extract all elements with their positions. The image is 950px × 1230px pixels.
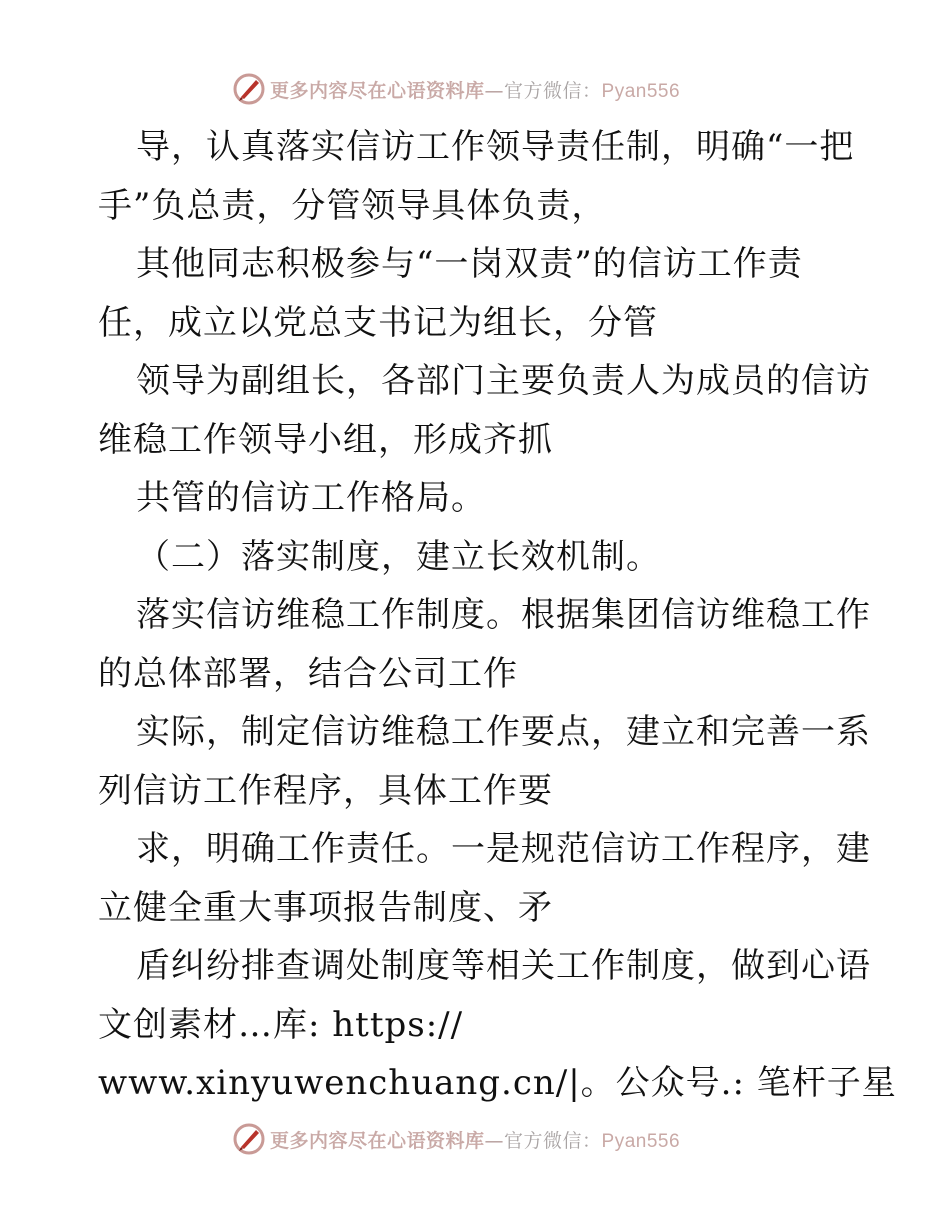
quill-pen-circle-icon: [232, 1122, 266, 1156]
watermark-id: Pyan556: [601, 1130, 681, 1152]
text-line: 手”负总责，分管领导具体负责，: [98, 185, 607, 226]
watermark-id: Pyan556: [601, 80, 681, 102]
text-line: 维稳工作领导小组，形成齐抓: [98, 419, 553, 460]
watermark-sub-text: 官方微信：: [504, 1129, 602, 1152]
section-heading: （二）落实制度，建立长效机制。: [136, 536, 661, 577]
text-line: 任，成立以党总支书记为组长，分管: [98, 302, 658, 343]
watermark-main-text: 更多内容尽在心语资料库: [270, 79, 485, 102]
text-line: 共管的信访工作格局。: [136, 478, 486, 518]
text-line: 实际，制定信访维稳工作要点，建立和完善一系: [136, 712, 871, 752]
text-line: 落实信访维稳工作制度。根据集团信访维稳工作: [136, 595, 871, 635]
text-line: 列信访工作程序，具体工作要: [98, 770, 553, 811]
watermark-sub-text: 官方微信：: [504, 79, 602, 102]
quill-pen-circle-icon: [232, 72, 266, 106]
footer-watermark: [232, 1122, 712, 1156]
text-line: 导，认真落实信访工作领导责任制，明确“一把: [136, 127, 855, 167]
text-line: 的总体部署，结合公司工作: [98, 653, 518, 694]
watermark-dash: —: [484, 1129, 505, 1152]
text-line: 其他同志积极参与“一岗双责”的信访工作责: [136, 244, 803, 284]
text-line: 领导为副组长，各部门主要负责人为成员的信访: [136, 361, 871, 401]
text-line: www.xinyuwenchuang.cn/|。公众号.: 笔杆子星: [98, 1063, 897, 1103]
text-line: 求，明确工作责任。一是规范信访工作程序，建: [136, 829, 871, 869]
text-line: 文创素材…库: https://: [98, 1004, 464, 1045]
document-body: [98, 118, 897, 1113]
header-watermark: [232, 72, 712, 106]
watermark-dash: —: [484, 79, 505, 102]
text-line: 立健全重大事项报告制度、矛: [98, 887, 553, 928]
text-line: 盾纠纷排查调处制度等相关工作制度，做到心语: [136, 946, 871, 986]
watermark-main-text: 更多内容尽在心语资料库: [270, 1129, 485, 1152]
